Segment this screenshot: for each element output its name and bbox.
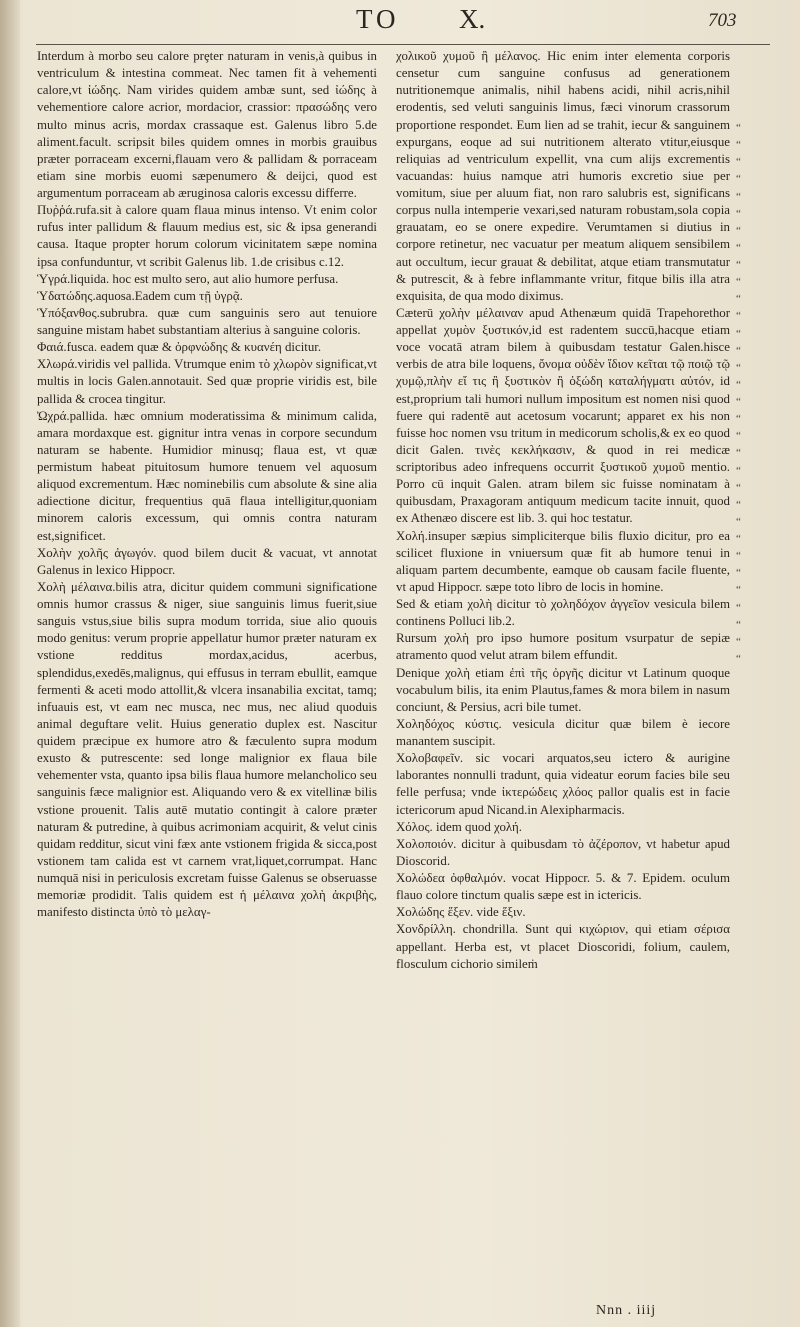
quote-mark: “ <box>736 310 741 323</box>
paragraph: Χλωρά.viridis vel pallida. Vtrumque enim τὸ χλωρὸν significat,vt multis in locis Galen.annotauit. Sed quæ proprie viridis est, bile pallida & crocea tingitur. <box>37 357 377 406</box>
quote-mark: “ <box>736 498 741 511</box>
quote-mark: “ <box>736 241 741 254</box>
paragraph: Πυῤῥά.rufa.sit à calore quam flaua minus intenso. Vt enim color rufus inter pallidum & flauum medius est, sic & ipsa generandi causa. Itaque propter horum colorum vicinitatem sæpe nomina ipsa confunduntur, vt scribit Galenus lib. 1.de crisibus c.12. <box>37 203 377 269</box>
page-number: 703 <box>708 10 737 31</box>
paragraph: Denique χολὴ etiam ἐπὶ τῆς ὀργῆς dicitur vt Latinum quoque vocabulum bilis, ita enim Plautus,fames & mora bilem in nasum conciunt, & Persius, acri bile tumet. <box>396 665 730 714</box>
paragraph: Cæterū χολὴν μέλαιναν apud Athenæum quidā Trapehorethor appellat χυμὸν ξυστικόν,id est radentem succū,hacque etiam voce vocatā atram bilem à quibusdam testatur Galen.hisce verbis de atra bile loquens, ὄνομα οὐδὲν ἴδιον κεῖται τῷ ποιῷ τῷ χυμῷ,πλὴν εἴ τις ἢ ξυστικὸν ἢ ὀξώδη καταλήγματι αὐτόν, id est,proprium tali humori nullum impositum est nomen nisi quod fuere qui radentē aut acetosum vocarunt; apparet ex his non fuisse hoc nomen vsu tritum in medicorum scholis,& ex eo quod dicit Galen. τινὲς κεκλήκασιν, & quod in rei medicæ scriptoribus adeo infrequens occurrit ξυστικοῦ χυμοῦ mentio. Porro cū inquit Galen. atram bilem sic fuisse nominatam à quibusdam, Praxagoram antiquum medicum tacite innuit, quod ex Athenæo discere est lib. 3. qui hoc testatur. <box>396 305 730 526</box>
quote-mark: “ <box>736 601 741 614</box>
paragraph: Interdum à morbo seu calore prȩter naturam in venis,à quibus in ventriculum & intestina commeat. Nec tamen fit à vehementi calore,vt ἰώδης. Nam virides quidem ambæ sunt, sed ἰώδης à vehementiore calore acrior, mordacior, crassior: πρασώδης vero multo minus acris, mordax crassaque est. Galenus libro 5.de aliment.facult. scripsit biles quidem omnes in morbis grauibus præter porraceam excerni,flauam vero & pallidam & porraceam etiam sine morbis euomi sæpenumero & deijci, quod est argumentum porraceam ab æruginosa caloris excessu differre. <box>37 49 377 200</box>
paragraph: Ὑπόξανθος.subrubra. quæ cum sanguinis sero aut tenuiore sanguine mistam habet substantiam alterius à sanguine coloris. <box>37 305 377 337</box>
paragraph: Χονδρίλλη. chondrilla. Sunt qui κιχώριον, qui etiam σέρισα appellant. Herba est, vt placet Dioscoridi, folium, caulem, flosculum cichorio simileṁ <box>396 922 730 971</box>
quote-mark: “ <box>736 276 741 289</box>
right-column <box>396 48 730 1318</box>
header-rule <box>36 44 770 45</box>
quote-mark: “ <box>736 207 741 220</box>
quote-mark: “ <box>736 635 741 648</box>
paragraph: Χολὴ μέλαινα.bilis atra, dicitur quidem communi significatione omnis humor crassus & niger, siue sanguinis limus fuerit,siue sanguis vstus,siue bilis supra modum torrida, siue alio quouis modo genitus: verum proprie appellatur humor præter naturam ex vstione redditus mordax,acidus, acerbus, splendidus,exedēs,malignus, qui effusus in terram ebullit, eamque fermenti & aceti modo attollit,& vlcera insanabilia excitat, tamq; infuauis est, vt eam nec musca, nec mus, nec aliud quoduis animal deguftare velit. Huius generatio duplex est. Nascitur quidem præcipue ex humore atro & fæculento supra modum exusto & putrescente: sed longe malignior ex flaua bile vehementer vsta, quanto ipsa bilis flaua humore melancholico seu sanguinis fæce malignior est. Aliquando vero & ex vitellinæ bilis vstione prouenit. Talis autē mutatio contingit à calore præter naturam & putredine, à quibus acrimoniam acquirit, & velut cinis quidam redditur, sicut vini fæx ante vstionem frigida & sicca,post vstionem tam calida est vt carnem vrat,liquet,corrumpat. Hanc numquā nisi in periculosis excretam fuisse Galenus se obseruasse memoriæ prodidit. Talis quidem est ἡ μέλαινα χολὴ ἀκριβὴς, manifesto distincta ὑπὸ τὸ μελαγ- <box>37 579 377 920</box>
paragraph: Χολοποιόν. dicitur à quibusdam τὸ ἀζέροπον, vt habetur apud Dioscorid. <box>396 836 730 868</box>
quote-mark: “ <box>736 533 741 545</box>
paragraph: Χόλος. idem quod χολή. <box>396 819 522 834</box>
left-column <box>37 48 377 1318</box>
paragraph: Rursum χολὴ pro ipso humore positum vsurpatur de sepiæ atramento quod velut atram bilem effundit. <box>396 631 730 663</box>
quote-mark: “ <box>736 344 741 357</box>
quote-mark: “ <box>736 122 741 134</box>
paragraph: χολικοῦ χυμοῦ ἢ μέλανος. Hic enim inter elementa corporis censetur cum sanguine confusus ad generationem nutritionemque animalis, nihil habens acidi, nihil acris,nihil erodentis, sed veluti sanguinis limus, fæci vinorum crassorum proportione respondet. Eum lien ad se trahit, iecur & sanguinem expurgans, eoque ad sui nutritionem alterato vtitur,eiusque reliquias ad ventriculum expellit, vna cum alijs excrementis vacuandas: huius namque atri humoris excretio siue per vomitum, siue per aluum fiat, non raro salubris est, significans corpus nulla intemperie vexari,sed naturam robustam,sola copia grauatam, eo se onere expedire. Verumtamen si diutius in corpore retinetur, nec vacuatur per meatum aliquem sensibilem aut occultum, iecur grauat & debilitat, atque etiam transmutatur & putrescit, & à febre inflammante vritur, fitque bilis illa atra exquisita, de qua modo diximus. <box>396 49 730 303</box>
running-title: TO <box>356 4 400 34</box>
paragraph: Χολὴν χολῆς ἀγωγόν. quod bilem ducit & vacuat, vt annotat Galenus in lexico Hippocr. <box>37 545 377 577</box>
paragraph: Χολώδης ἕξεν. vide ἕξιν. <box>396 905 526 920</box>
paragraph: Χολώδεα ὀφθαλμόν. vocat Hippocr. 5. & 7. Epidem. oculum flauo colore tinctum qualis sæpe est in ictericis. <box>396 871 730 903</box>
quote-mark: “ <box>736 652 741 665</box>
quote-mark: “ <box>736 515 741 528</box>
quote-mark: “ <box>736 190 741 203</box>
quote-mark: “ <box>736 378 741 391</box>
quote-mark: “ <box>736 618 741 631</box>
paragraph: Ὠχρά.pallida. hæc omnium moderatissima & minimum calida, amara mordaxque est. gignitur intra venas in corpore secundum naturam se habente. Humidior minusq; flaua est, vt quæ permistum habeat pituitosum humore tenuem vel aquosum aliquod excrementum. Hæc nominebilis cum absolute & sine alia adiectione dicitur, frequentius quā flaua intelligitur,quoniam minorem caloris excessum, qui omnis contra naturam est,significet. <box>37 408 377 543</box>
paragraph: Sed & etiam χολὴ dicitur τὸ χοληδόχον ἀγγεῖον vesicula bilem continens Polluci lib.2. <box>396 597 730 629</box>
quote-mark: “ <box>736 430 741 443</box>
quote-mark: “ <box>736 327 741 340</box>
page-gutter-shadow <box>0 0 20 1327</box>
quote-mark: “ <box>736 567 741 580</box>
quote-mark: “ <box>736 550 741 563</box>
quote-mark: “ <box>736 447 741 460</box>
quote-mark: “ <box>736 413 741 426</box>
paragraph: Χολή.insuper sæpius simpliciterque bilis fluxio dicitur, pro ea scilicet fluxione in vniuersum quæ fit ab humore tenui in aliquam partem decumbente, eamque ob causam facile fluente, vt apud Hippocr. sæpe toto libro de locis in homine. <box>396 528 730 594</box>
quote-mark: “ <box>736 259 741 271</box>
quote-mark: “ <box>736 396 741 408</box>
paragraph: Φαιά.fusca. eadem quæ & ὀρφνώδης & κυανέη dicitur. <box>37 340 322 355</box>
paragraph: Ὑδατώδης.aquosa.Eadem cum τῇ ὑγρᾷ. <box>37 288 243 303</box>
quote-mark: “ <box>736 293 741 306</box>
marginal-quote-marks <box>736 120 758 680</box>
paragraph: Ὑγρά.liquida. hoc est multo sero, aut alio humore perfusa. <box>37 271 339 286</box>
quote-mark: “ <box>736 584 741 597</box>
signature-mark: Nnn . iiij <box>596 1303 657 1318</box>
running-head <box>0 4 800 44</box>
quote-mark: “ <box>736 173 741 186</box>
paragraph: Χοληδόχος κύστις. vesicula dicitur quæ bilem è iecore manantem suscipit. <box>396 716 730 748</box>
quote-mark: “ <box>736 224 741 237</box>
paragraph: Χολοβαφεῖν. sic vocari arquatos,seu ictero & aurigine laborantes nonnulli tradunt, quia videatur eorum facies bile seu felle perfusa; vnde ἰκτερώδεις χλόος pallor qualis est in facie ictericorum apud Nicand.in Alexipharmacis. <box>396 751 730 817</box>
running-letter: X. <box>459 4 486 34</box>
quote-mark: “ <box>736 481 741 494</box>
quote-mark: “ <box>736 361 741 374</box>
quote-mark: “ <box>736 156 741 169</box>
quote-mark: “ <box>736 464 741 477</box>
quote-mark: “ <box>736 139 741 152</box>
